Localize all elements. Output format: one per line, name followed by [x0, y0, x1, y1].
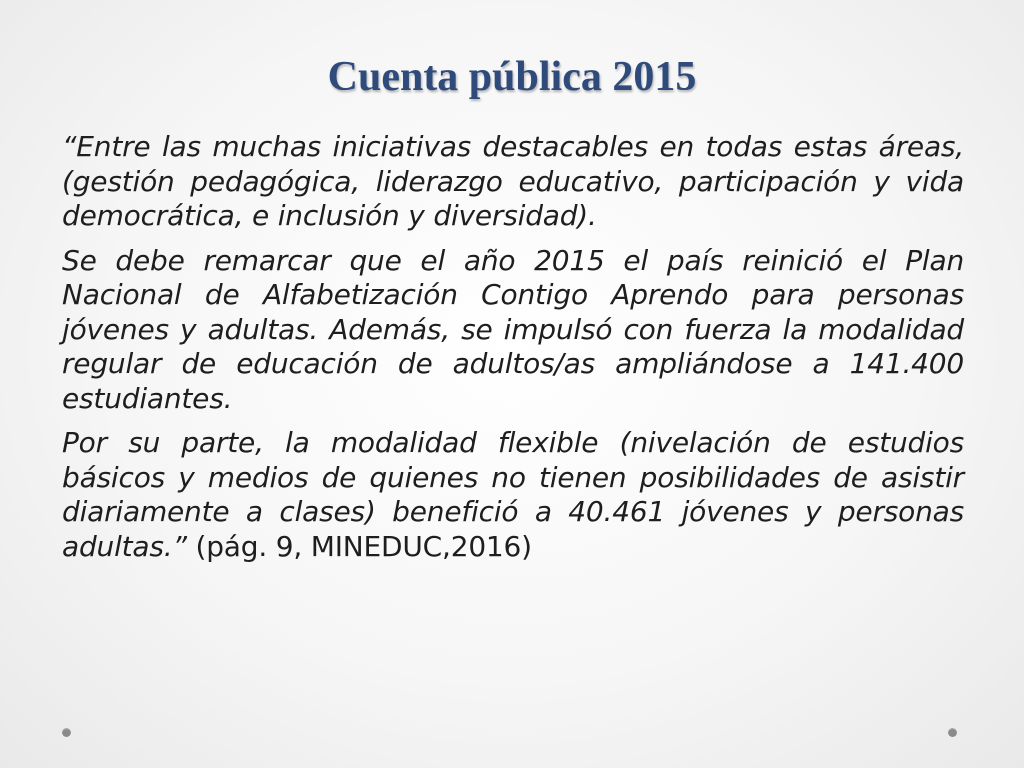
paragraph-1: “Entre las muchas iniciativas destacables en todas estas áreas, (gestión pedagógica, liderazgo educativo, participación y vida democrática, e inclusión y diversidad).	[62, 130, 964, 232]
paragraph-3	[62, 426, 964, 564]
slide-title: Cuenta pública 2015	[327, 54, 697, 100]
decorative-dot-left	[62, 728, 71, 737]
paragraph-3-citation: (pág. 9, MINEDUC,2016)	[186, 529, 532, 563]
decorative-dot-right	[948, 728, 957, 737]
slide-body	[62, 130, 964, 574]
paragraph-3-quote: Por su parte, la modalidad flexible (nivelación de estudios básicos y medios de quienes no tienen posibilidades de asistir diariamente a clases) benefició a 40.461 jóvenes y personas adultas.”	[62, 426, 964, 563]
paragraph-2: Se debe remarcar que el año 2015 el país reinició el Plan Nacional de Alfabetización Contigo Aprendo para personas jóvenes y adultas. Además, se impulsó con fuerza la modalidad regular de educación de adultos/as ampliándose a 141.400 estudiantes.	[62, 243, 964, 415]
